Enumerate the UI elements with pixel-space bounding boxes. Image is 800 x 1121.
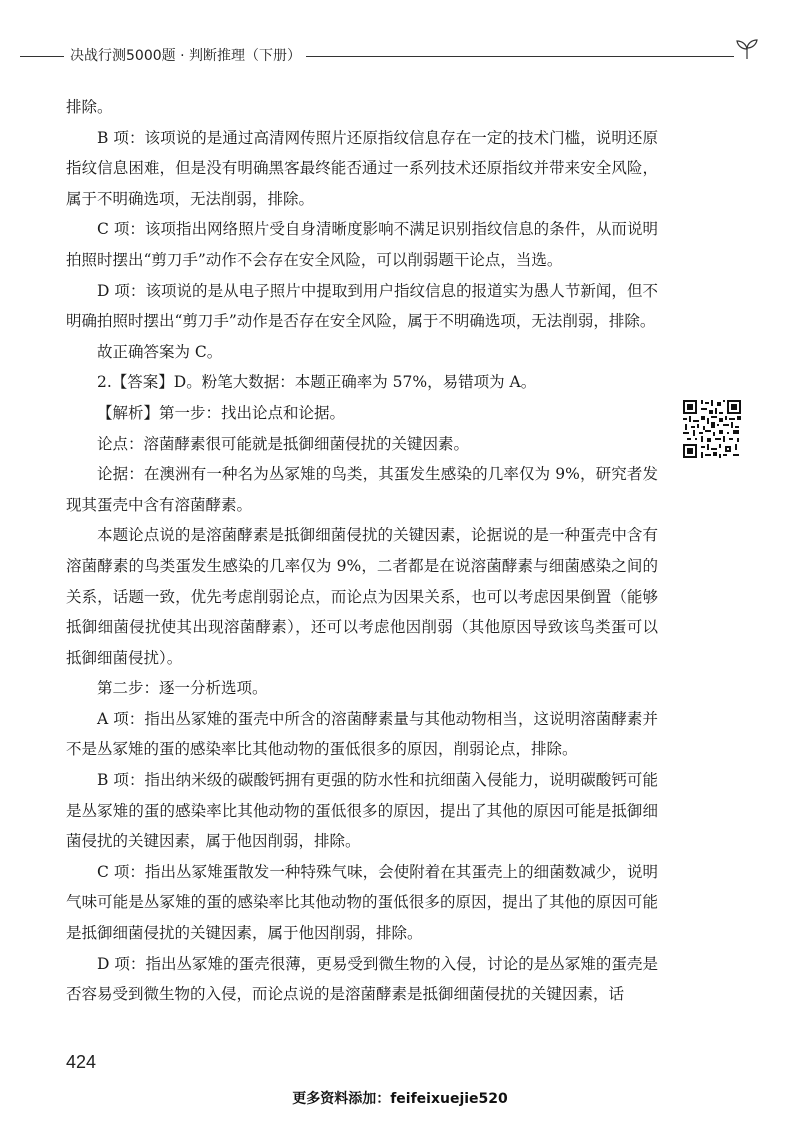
- footer-note: 更多资料添加：feifeixuejie520: [292, 1091, 508, 1107]
- header-rule-right: [306, 56, 734, 57]
- paragraph: C 项：指出丛冢雉蛋散发一种特殊气味，会使附着在其蛋壳上的细菌数减少，说明气味可能是丛冢雉的蛋的感染率比其他动物的蛋低很多的原因，提出了其他的原因可能是抵御细菌侵扰的关键因素，属于他因削弱，排除。: [66, 862, 658, 943]
- paragraph: D 项：该项说的是从电子照片中提取到用户指纹信息的报道实为愚人节新闻，但不明确拍照时摆出“剪刀手”动作是否存在安全风险，属于不明确选项，无法削弱，排除。: [66, 281, 658, 331]
- paragraph: 本题论点说的是溶菌酵素是抵御细菌侵扰的关键因素，论据说的是一种蛋壳中含有溶菌酵素的鸟类蛋发生感染的几率仅为 9%，二者都是在说溶菌酵素与细菌感染之间的关系，话题一致，优先考虑削弱论点，而论点为因果关系，也可以考虑因果倒置（能够抵御细菌侵扰使其出现溶菌酵素），还可以考虑他因削弱（其他原因导致该鸟类蛋可以抵御细菌侵扰）。: [66, 526, 658, 667]
- paragraph: B 项：该项说的是通过高清网传照片还原指纹信息存在一定的技术门槛，说明还原指纹信息困难，但是没有明确黑客最终能否通过一系列技术还原指纹并带来安全风险，属于不明确选项，无法削弱，排除。: [66, 128, 658, 208]
- running-header: [20, 44, 760, 68]
- analysis-heading: 【解析】第一步：找出论点和论据。: [97, 403, 346, 422]
- page-number: 424: [66, 1052, 97, 1072]
- paragraph: C 项：该项指出网络照片受自身清晰度影响不满足识别指纹信息的条件，从而说明拍照时摆出“剪刀手”动作不会存在安全风险，可以削弱题干论点，当选。: [66, 220, 658, 269]
- qr-code-icon: [683, 400, 741, 458]
- paragraph: 论据：在澳洲有一种名为丛冢雉的鸟类，其蛋发生感染的几率仅为 9%，研究者发现其蛋壳中含有溶菌酵素。: [66, 465, 658, 514]
- paragraph: 论点：溶菌酵素很可能就是抵御细菌侵扰的关键因素。: [97, 434, 470, 453]
- answer-line: 2.【答案】D。粉笔大数据：本题正确率为 57%，易错项为 A。: [97, 373, 537, 392]
- paragraph: 故正确答案为 C。: [97, 342, 223, 361]
- paragraph: A 项：指出丛冢雉的蛋壳中所含的溶菌酵素量与其他动物相当，这说明溶菌酵素并不是丛冢雉的蛋的感染率比其他动物的蛋低很多的原因，削弱论点，排除。: [66, 709, 658, 759]
- body-text: [66, 92, 658, 1010]
- sprout-icon: [734, 38, 760, 60]
- paragraph: D 项：指出丛冢雉的蛋壳很薄，更易受到微生物的入侵，讨论的是丛冢雉的蛋壳是否容易受到微生物的入侵，而论点说的是溶菌酵素是抵御细菌侵扰的关键因素，话: [66, 954, 658, 1004]
- paragraph: B 项：指出纳米级的碳酸钙拥有更强的防水性和抗细菌入侵能力，说明碳酸钙可能是丛冢雉的蛋的感染率比其他动物的蛋低很多的原因，提出了其他的原因可能是抵御细菌侵扰的关键因素，属于他因削弱，排除。: [66, 771, 658, 851]
- header-title: 决战行测5000题 · 判断推理（下册）: [70, 48, 301, 64]
- header-rule-left: [20, 56, 64, 57]
- paragraph: 第二步：逐一分析选项。: [97, 679, 268, 698]
- paragraph: 排除。: [66, 98, 113, 116]
